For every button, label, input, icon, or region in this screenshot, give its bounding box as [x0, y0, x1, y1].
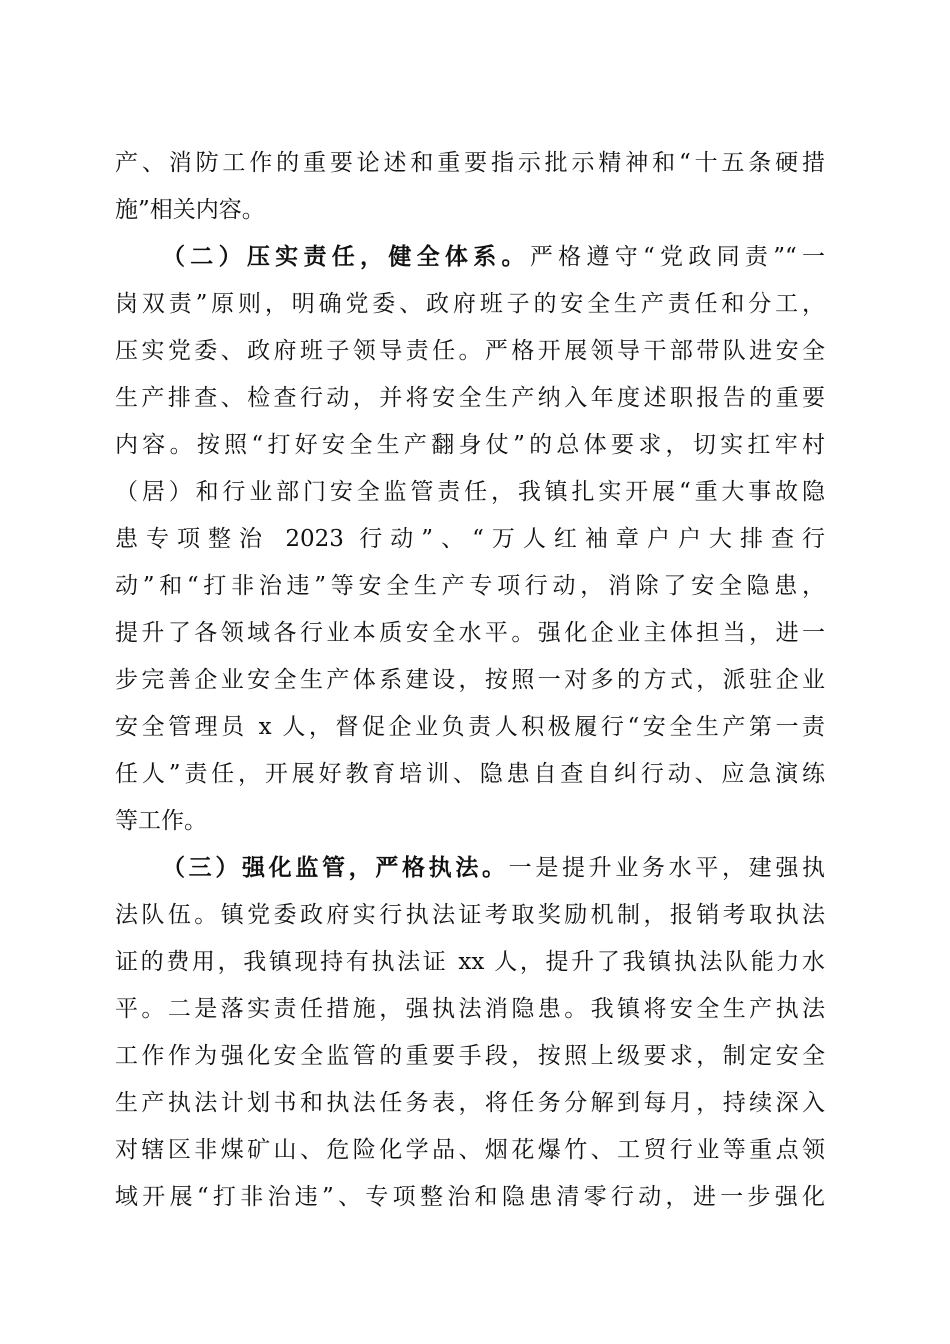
- text-line: 施”相关内容。: [115, 197, 265, 223]
- text-line: 内容。按照“打好安全生产翻身仗”的总体要求，切实扛牢村: [115, 432, 825, 458]
- text-span: 一是提升业务水平，建强执: [508, 855, 826, 881]
- text-line: 步完善企业安全生产体系建设，按照一对多的方式，派驻企业: [115, 667, 825, 693]
- text-line: 岗双责”原则，明确党委、政府班子的安全生产责任和分工，: [115, 291, 825, 317]
- text-line: 产、消防工作的重要论述和重要指示批示精神和“十五条硬措: [115, 150, 825, 176]
- text-line: 动”和“打非治违”等安全生产专项行动，消除了安全隐患，: [115, 573, 825, 599]
- text-line: 工作作为强化安全监管的重要手段，按照上级要求，制定安全: [115, 1043, 825, 1069]
- text-line: 提升了各领域各行业本质安全水平。强化企业主体担当，进一: [115, 620, 825, 646]
- text-line: 安全管理员 x 人，督促企业负责人积极履行“安全生产第一责: [115, 714, 825, 740]
- section-two-number: （二）: [162, 243, 247, 270]
- text-line: （居）和行业部门安全监管责任，我镇扎实开展“重大事故隐: [115, 479, 825, 505]
- text-line: 生产执法计划书和执法任务表，将任务分解到每月，持续深入: [115, 1090, 825, 1116]
- text-line: 平。二是落实责任措施，强执法消隐患。我镇将安全生产执法: [115, 996, 825, 1022]
- section-three-number: （三）: [162, 854, 242, 881]
- section-three-heading: 强化监管，严格执法。: [242, 854, 509, 881]
- text-line: 患专项整治 2023 行动”、“万人红袖章户户大排查行: [115, 526, 825, 552]
- section-two-paragraph-start: [162, 237, 825, 277]
- text-line: 证的费用，我镇现持有执法证 xx 人，提升了我镇执法队能力水: [115, 949, 825, 975]
- text-line: 域开展“打非治违”、专项整治和隐患清零行动，进一步强化: [115, 1184, 825, 1210]
- section-three-paragraph-start: [162, 848, 825, 888]
- text-line: 压实党委、政府班子领导责任。严格开展领导干部带队进安全: [115, 338, 825, 364]
- text-line: 任人”责任，开展好教育培训、隐患自查自纠行动、应急演练: [115, 761, 825, 787]
- text-line: 等工作。: [115, 808, 207, 834]
- text-line: 对辖区非煤矿山、危险化学品、烟花爆竹、工贸行业等重点领: [115, 1137, 825, 1163]
- section-two-heading: 压实责任，健全体系。: [246, 243, 530, 270]
- text-line: 生产排查、检查行动，并将安全生产纳入年度述职报告的重要: [115, 385, 825, 411]
- text-span: 严格遵守“党政同责”“一: [529, 244, 826, 270]
- text-line: 法队伍。镇党委政府实行执法证考取奖励机制，报销考取执法: [115, 902, 825, 928]
